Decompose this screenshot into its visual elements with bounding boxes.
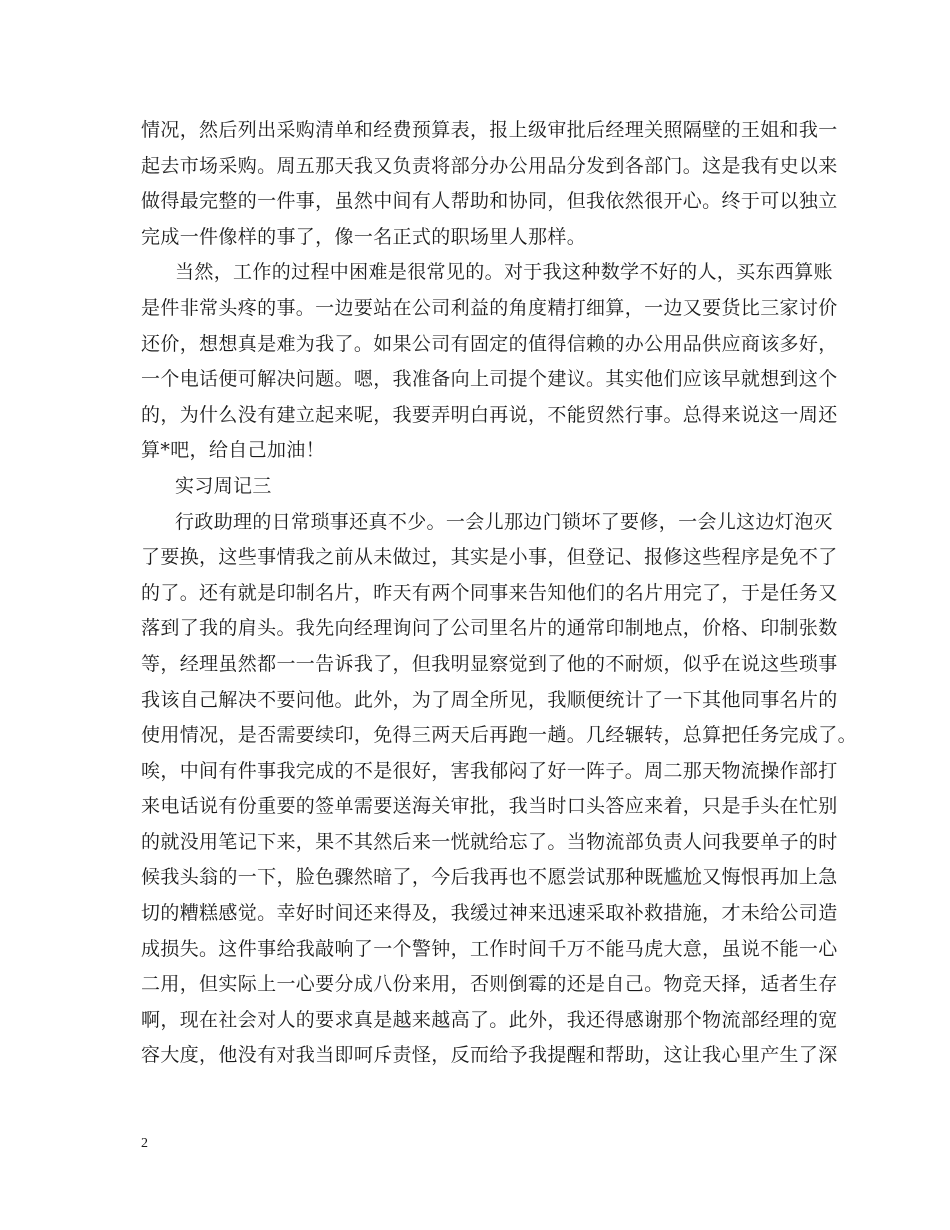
text-line: 二用，但实际上一心要分成八份来用，否则倒霉的还是自己。物竞天择，适者生存 [141, 973, 838, 996]
text-line: 实习周记三 [175, 474, 272, 497]
text-line: 情况，然后列出采购清单和经费预算表，报上级审批后经理关照隔壁的王姐和我一 [141, 119, 838, 141]
text-line: 行政助理的日常琐事还真不少。一会儿那边门锁坏了要修，一会儿这边灯泡灭 [175, 510, 833, 533]
text-line: 使用情况，是否需要续印，免得三两天后再跑一趟。几经辗转，总算把任务完成了。 [141, 724, 857, 747]
text-line: 的，为什么没有建立起来呢，我要弄明白再说，不能贸然行事。总得来说这一周还 [141, 403, 838, 426]
page-number: 2 [141, 1136, 148, 1151]
text-line: 一个电话便可解决问题。嗯，我准备向上司提个建议。其实他们应该早就想到这个 [141, 368, 838, 391]
text-line: 算*吧，给自己加油！ [141, 439, 326, 462]
text-line: 起去市场采购。周五那天我又负责将部分办公用品分发到各部门。这是我有史以来 [141, 154, 838, 177]
text-line: 我该自己解决不要问他。此外，为了周全所见，我顺便统计了一下其他同事名片的 [141, 688, 838, 711]
text-line: 当然，工作的过程中困难是很常见的。对于我这种数学不好的人，买东西算账 [175, 261, 833, 284]
text-line: 的了。还有就是印制名片，昨天有两个同事来告知他们的名片用完了，于是任务又 [141, 581, 838, 604]
text-line: 等，经理虽然都一一告诉我了，但我明显察觉到了他的不耐烦，似乎在说这些琐事 [141, 652, 838, 675]
text-line: 完成一件像样的事了，像一名正式的职场里人那样。 [141, 225, 587, 248]
text-line: 成损失。这件事给我敲响了一个警钟，工作时间千万不能马虎大意，虽说不能一心 [141, 937, 838, 960]
text-line: 还价，想想真是难为我了。如果公司有固定的值得信赖的办公用品供应商该多好， [141, 332, 838, 355]
text-line: 切的糟糕感觉。幸好时间还来得及，我缓过神来迅速采取补救措施，才未给公司造 [141, 902, 838, 925]
text-line: 做得最完整的一件事，虽然中间有人帮助和协同，但我依然很开心。终于可以独立 [141, 190, 838, 213]
text-line: 唉，中间有件事我完成的不是很好，害我郁闷了好一阵子。周二那天物流操作部打 [141, 759, 838, 782]
body-text [141, 113, 857, 1074]
text-line: 来电话说有份重要的签单需要送海关审批，我当时口头答应来着，只是手头在忙别 [141, 795, 838, 818]
text-line: 啊，现在社会对人的要求真是越来越高了。此外，我还得感谢那个物流部经理的宽 [141, 1008, 838, 1031]
text-line: 候我头翁的一下，脸色骤然暗了，今后我再也不愿尝试那种既尴尬又悔恨再加上急 [141, 866, 838, 889]
text-line: 是件非常头疼的事。一边要站在公司利益的角度精打细算，一边又要货比三家讨价 [141, 296, 838, 319]
text-line: 落到了我的肩头。我先向经理询问了公司里名片的通常印制地点，价格、印制张数 [141, 617, 838, 640]
text-line: 容大度，他没有对我当即呵斥责怪，反而给予我提醒和帮助，这让我心里产生了深 [141, 1044, 838, 1067]
text-line: 的就没用笔记下来，果不其然后来一恍就给忘了。当物流部负责人问我要单子的时 [141, 830, 838, 853]
text-line: 了要换，这些事情我之前从未做过，其实是小事，但登记、报修这些程序是免不了 [141, 546, 838, 569]
